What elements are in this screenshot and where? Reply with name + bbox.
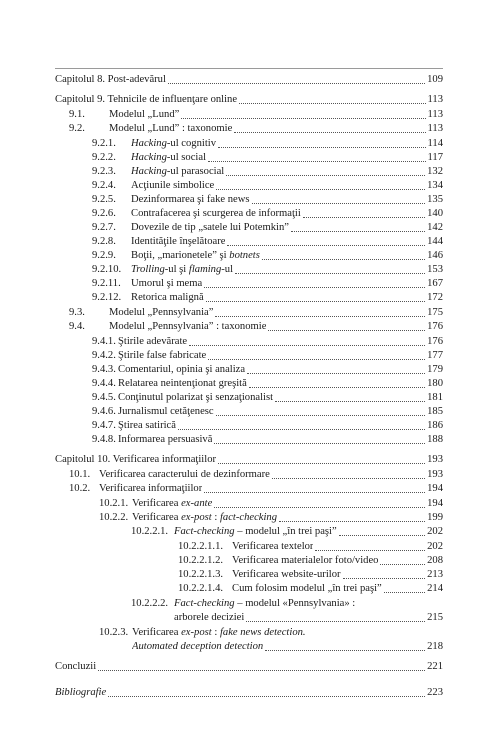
toc-title-italic: Bibliografie: [55, 687, 107, 698]
toc-number: 9.2.10.: [92, 264, 122, 275]
toc-number: 9.2.2.: [92, 152, 116, 163]
toc-page: 179: [427, 364, 443, 375]
toc-title-italic: Hacking: [131, 166, 167, 177]
toc-number: 9.4.7.: [92, 420, 116, 431]
toc-entry: [92, 179, 443, 193]
toc-page: 175: [427, 307, 443, 318]
toc-number: 10.2.2.1.3.: [178, 569, 224, 580]
leader-dots: [249, 387, 425, 388]
toc-title: Relatarea neintenţionat greşită: [118, 378, 247, 389]
leader-dots: [214, 507, 425, 508]
toc-title: Concluzii: [55, 661, 97, 672]
leader-dots: [227, 245, 425, 246]
toc-title: Modelul „Pennsylvania”: [109, 307, 214, 318]
toc-title-italic: flaming: [188, 264, 222, 275]
toc-title: Jurnalismul cetăţenesc: [118, 406, 214, 417]
toc-title: Umorul şi mema: [131, 278, 203, 289]
toc-title: [131, 165, 224, 179]
leader-dots: [262, 259, 425, 260]
toc-page: 194: [427, 483, 443, 494]
toc-page: 134: [427, 180, 443, 191]
toc-page: 144: [427, 236, 443, 247]
toc-title: Verificarea caracterului de dezinformare: [99, 469, 270, 480]
leader-dots: [218, 463, 425, 464]
toc-title: Comentariul, opinia şi analiza: [118, 364, 246, 375]
toc-title-italic: Fact-checking: [174, 598, 235, 609]
toc-page: 167: [427, 278, 443, 289]
toc-entry: [92, 291, 443, 305]
toc-entry: [92, 165, 443, 179]
toc-entry: [99, 511, 443, 525]
toc-entry: [92, 207, 443, 221]
toc-title: Ştirile false fabricate: [118, 350, 207, 361]
toc-page: 117: [427, 152, 443, 163]
toc-title: [131, 249, 260, 263]
toc-number: 9.4.1.: [92, 336, 116, 347]
toc-page: 114: [427, 138, 443, 149]
toc-number: 9.3.: [69, 307, 85, 318]
toc-number: 9.4.6.: [92, 406, 116, 417]
toc-number: 10.2.1.: [99, 498, 129, 509]
toc-title: [174, 525, 337, 539]
leader-dots: [204, 492, 425, 493]
toc-entry: [178, 582, 443, 596]
toc-entry: [92, 137, 443, 151]
toc-entry: [92, 221, 443, 235]
toc-page: 142: [427, 222, 443, 233]
toc-number: 9.4.8.: [92, 434, 116, 445]
leader-dots: [339, 535, 425, 536]
leader-dots: [215, 316, 425, 317]
toc-title-italic: Automated deception detection: [132, 641, 264, 652]
toc-page: 176: [427, 321, 443, 332]
toc-entry: [92, 193, 443, 207]
toc-title-text: Verificarea: [132, 627, 182, 638]
toc-title: Informarea persuasivă: [118, 434, 213, 445]
leader-dots: [384, 592, 425, 593]
leader-dots: [226, 175, 425, 176]
toc-entry: [92, 433, 443, 447]
toc-entry: [131, 525, 443, 539]
toc-title-text: :: [211, 512, 220, 523]
toc-number: 9.2.9.: [92, 250, 116, 261]
toc-entry: [55, 660, 443, 674]
toc-title-italic: ex-post: [181, 512, 212, 523]
leader-dots: [265, 650, 425, 651]
toc-number: 9.4.2.: [92, 350, 116, 361]
toc-title: Modelul „Lund” : taxonomie: [109, 123, 233, 134]
toc-number: 9.4.: [69, 321, 85, 332]
toc-title: Verificarea informaţiilor: [99, 483, 203, 494]
toc-number: 10.2.2.1.4.: [178, 583, 224, 594]
toc-entry: [92, 277, 443, 291]
leader-dots: [234, 132, 425, 133]
toc-number: 10.2.2.1.: [131, 526, 169, 537]
toc-entry: [69, 482, 443, 496]
toc-title: [55, 686, 106, 700]
toc-page: 172: [427, 292, 443, 303]
toc-page: 214: [427, 583, 443, 594]
leader-dots: [247, 373, 425, 374]
toc-page: 199: [427, 512, 443, 523]
toc-entry-line: [131, 597, 355, 611]
toc-page: 146: [427, 250, 443, 261]
toc-entry: [92, 391, 443, 405]
leader-dots: [189, 345, 425, 346]
toc-number: 10.2.3.: [99, 627, 129, 638]
leader-dots: [268, 330, 425, 331]
toc-title: Conţinutul polarizat şi senzaţionalist: [118, 392, 274, 403]
leader-dots: [315, 550, 425, 551]
toc-entry: [69, 306, 443, 320]
toc-number: 9.2.1.: [92, 138, 116, 149]
leader-dots: [214, 443, 425, 444]
toc-title-italic: Hacking: [131, 138, 167, 149]
toc-number: 10.2.2.2.: [131, 598, 169, 609]
toc-title: Verificarea website-urilor: [232, 569, 341, 580]
toc-title-italic: fact-checking: [219, 512, 278, 523]
leader-dots: [181, 118, 425, 119]
toc-page: 132: [427, 166, 443, 177]
toc-entry: [92, 363, 443, 377]
leader-dots: [218, 147, 425, 148]
toc-entry: [92, 335, 443, 349]
toc-entry: [69, 122, 443, 136]
toc-page: 140: [427, 208, 443, 219]
toc-page: 113: [427, 123, 443, 134]
toc-title-italic: ex-post: [181, 627, 212, 638]
toc-title: Capitolul 10. Verificarea informaţiilor: [55, 454, 217, 465]
toc-entry: [92, 419, 443, 433]
toc-number: 9.1.: [69, 109, 85, 120]
toc-entry: [92, 349, 443, 363]
toc-page: 193: [427, 454, 443, 465]
toc-page: 176: [427, 336, 443, 347]
top-rule: [55, 68, 443, 69]
toc-title: Capitolul 9. Tehnicile de influenţare online: [55, 94, 238, 105]
toc-entry: [174, 611, 443, 625]
toc-title: Acţiunile simbolice: [131, 180, 215, 191]
leader-dots: [252, 203, 426, 204]
toc-entry: [92, 377, 443, 391]
toc-entry: [178, 568, 443, 582]
toc-entry: [92, 249, 443, 263]
toc-title-italic: botnets: [229, 250, 260, 261]
toc-title: arborele deciziei: [174, 612, 245, 623]
toc-number: 9.2.4.: [92, 180, 116, 191]
toc-number: 10.2.2.1.2.: [178, 555, 224, 566]
toc-number: 9.2.12.: [92, 292, 122, 303]
toc-page: 135: [427, 194, 443, 205]
toc-entry-line: [99, 626, 306, 640]
toc-entry: [55, 93, 443, 107]
leader-dots: [279, 521, 425, 522]
leader-dots: [204, 287, 425, 288]
leader-dots: [380, 564, 425, 565]
toc-page: 113: [427, 94, 443, 105]
toc-title-text: -ul cognitiv: [166, 138, 217, 149]
toc-page: 188: [427, 434, 443, 445]
toc-title-text: -ul: [221, 264, 234, 275]
toc-page: 185: [427, 406, 443, 417]
toc-entry: [55, 73, 443, 87]
toc-entry: [178, 554, 443, 568]
toc-number: 9.4.3.: [92, 364, 116, 375]
toc-number: 10.2.2.: [99, 512, 129, 523]
toc-page: 153: [427, 264, 443, 275]
toc-title-italic: Fact-checking: [174, 526, 235, 537]
toc-page: 109: [427, 74, 443, 85]
toc-title-text: :: [211, 627, 220, 638]
toc-number: 9.2.8.: [92, 236, 116, 247]
toc-page: 186: [427, 420, 443, 431]
leader-dots: [206, 301, 425, 302]
leader-dots: [239, 103, 425, 104]
toc-page: 221: [427, 661, 443, 672]
leader-dots: [178, 429, 425, 430]
toc-title: Dovezile de tip „satele lui Potemkin”: [131, 222, 289, 233]
toc-number: 9.2.6.: [92, 208, 116, 219]
toc-page: 194: [427, 498, 443, 509]
leader-dots: [208, 161, 425, 162]
leader-dots: [216, 189, 425, 190]
toc-title: Verificarea textelor: [232, 541, 314, 552]
toc-title: [132, 511, 277, 525]
toc-title-text: – modelul „în trei paşi”: [234, 526, 337, 537]
leader-dots: [108, 696, 425, 697]
toc-page: 113: [427, 109, 443, 120]
toc-title: Capitolul 8. Post-adevărul: [55, 74, 166, 85]
toc-title: Retorica malignă: [131, 292, 204, 303]
leader-dots: [216, 415, 426, 416]
toc-page: 213: [427, 569, 443, 580]
toc-number: 9.2.5.: [92, 194, 116, 205]
toc-number: 10.2.: [69, 483, 91, 494]
toc-title-text: – modelul «Pennsylvania» :: [234, 598, 356, 609]
toc-entry: [69, 108, 443, 122]
toc-entry: [92, 235, 443, 249]
toc-page: 202: [427, 541, 443, 552]
toc-entry: [178, 540, 443, 554]
leader-dots: [291, 231, 425, 232]
toc-entry: [132, 640, 443, 654]
toc-title-italic: ex-ante: [181, 498, 213, 509]
toc-title-italic: fake news detection.: [219, 627, 306, 638]
toc-title-italic: Hacking: [131, 152, 167, 163]
toc-page: 215: [427, 612, 443, 623]
toc-number: 9.2.11.: [92, 278, 121, 289]
toc-title: Ştirea satirică: [118, 420, 176, 431]
leader-dots: [246, 621, 425, 622]
toc-number: 10.1.: [69, 469, 91, 480]
toc-page: 218: [427, 641, 443, 652]
toc-title-italic: Trolling: [131, 264, 165, 275]
toc-title: [132, 497, 212, 511]
toc-title-text: Verificarea: [132, 512, 182, 523]
toc-page: 193: [427, 469, 443, 480]
toc-title: Verificarea materialelor foto/video: [232, 555, 379, 566]
toc-entry: [99, 497, 443, 511]
toc-title-text: -ul şi: [164, 264, 189, 275]
toc-page: 180: [427, 378, 443, 389]
toc-title: [132, 640, 263, 654]
toc-number: 9.2.3.: [92, 166, 116, 177]
toc-title: Modelul „Pennsylvania” : taxonomie: [109, 321, 267, 332]
toc-title: Ştirile adevărate: [118, 336, 188, 347]
toc-entry: [92, 151, 443, 165]
leader-dots: [208, 359, 425, 360]
toc-page: 177: [427, 350, 443, 361]
toc-entry: [69, 320, 443, 334]
leader-dots: [168, 83, 425, 84]
leader-dots: [272, 478, 425, 479]
toc-title-text: Verificarea: [132, 498, 182, 509]
toc-entry: [55, 453, 443, 467]
toc-title: Modelul „Lund”: [109, 109, 180, 120]
toc-entry: [55, 686, 443, 700]
toc-title: Contrafacerea şi scurgerea de informaţii: [131, 208, 301, 219]
toc-title-text: -ul social: [166, 152, 207, 163]
toc-entry: [92, 263, 443, 277]
toc-number: 9.4.5.: [92, 392, 116, 403]
toc-title-text: -ul parasocial: [166, 166, 225, 177]
toc-page: 181: [427, 392, 443, 403]
toc-title: [131, 151, 206, 165]
toc-number: 9.2.7.: [92, 222, 116, 233]
leader-dots: [235, 273, 425, 274]
leader-dots: [275, 401, 425, 402]
leader-dots: [343, 578, 426, 579]
toc-page: 223: [427, 687, 443, 698]
toc-title: Identităţile înşelătoare: [131, 236, 226, 247]
toc-number: 9.4.4.: [92, 378, 116, 389]
toc-title: [131, 263, 233, 277]
toc-number: 10.2.2.1.1.: [178, 541, 224, 552]
toc-title: [131, 137, 216, 151]
toc-title: Cum folosim modelul „în trei paşi”: [232, 583, 382, 594]
toc-entry: [69, 468, 443, 482]
leader-dots: [303, 217, 425, 218]
leader-dots: [98, 670, 425, 671]
toc-number: 9.2.: [69, 123, 85, 134]
toc-title-text: Boţii, „marionetele” şi: [131, 250, 230, 261]
toc-title: Dezinformarea şi fake news: [131, 194, 250, 205]
toc-entry: [92, 405, 443, 419]
toc-page: 208: [427, 555, 443, 566]
toc-page: 202: [427, 526, 443, 537]
